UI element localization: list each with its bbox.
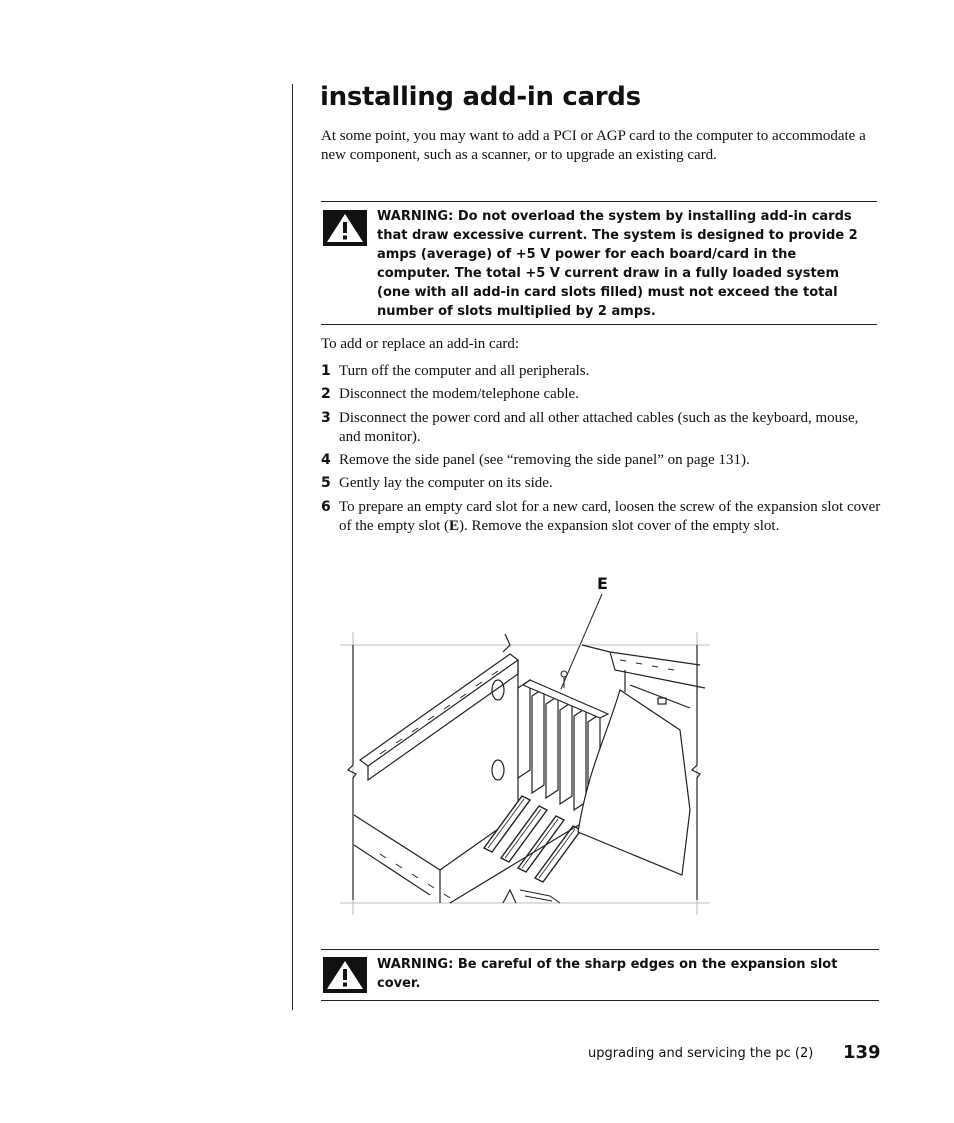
step-text-part: ). Remove the expansion slot cover of the empty slot. [459,517,780,534]
step-text-part: To prepare an empty card slot for a new card, loosen the screw of the expansion slot cover of the empty slot ( [339,499,881,534]
step-number: 5 [321,475,331,491]
callout-ref: E [448,517,459,534]
step-text [339,498,881,535]
footer-section-title: upgrading and servicing the pc (2) [588,1046,814,1061]
step-text: Remove the side panel (see “removing the side panel” on page 131). [339,452,750,468]
warning-triangle-icon [323,210,367,246]
warning-text: WARNING: Be careful of the sharp edges on the expansion slot cover. [377,957,838,991]
warning-box-sharp-edges [321,949,879,1001]
step-number: 4 [321,452,331,468]
step-text: Gently lay the computer on its side. [339,475,553,491]
step-number: 3 [321,410,331,426]
step-text: Turn off the computer and all peripherals. [339,363,590,379]
warning-box-overload [321,201,877,325]
step-text: Disconnect the power cord and all other attached cables (such as the keyboard, mouse, and monitor). [339,410,859,445]
page-title: installing add-in cards [320,82,641,112]
procedure-lead: To add or replace an add-in card: [321,336,520,352]
step-number: 1 [321,363,331,379]
intro-paragraph: At some point, you may want to add a PCI or AGP card to the computer to accommodate a new component, such as a scanner, or to upgrade an existing card. [321,128,866,163]
warning-text: WARNING: Do not overload the system by installing add-in cards that draw excessive current. The system is designed to provide 2 amps (average) of +5 V power for each board/card in the computer. The total +5 V current draw in a fully loaded system (one with all add-in card slots filled) must not exceed the total number of slots multiplied by 2 amps. [377,209,858,319]
step-text: Disconnect the modem/telephone cable. [339,386,579,402]
callout-label: E [597,574,608,593]
page-number: 139 [843,1042,881,1063]
expansion-slot-illustration [320,570,740,920]
step-number: 2 [321,386,331,402]
step-number: 6 [321,499,331,515]
warning-triangle-icon [323,957,367,993]
margin-rule [292,84,293,1010]
